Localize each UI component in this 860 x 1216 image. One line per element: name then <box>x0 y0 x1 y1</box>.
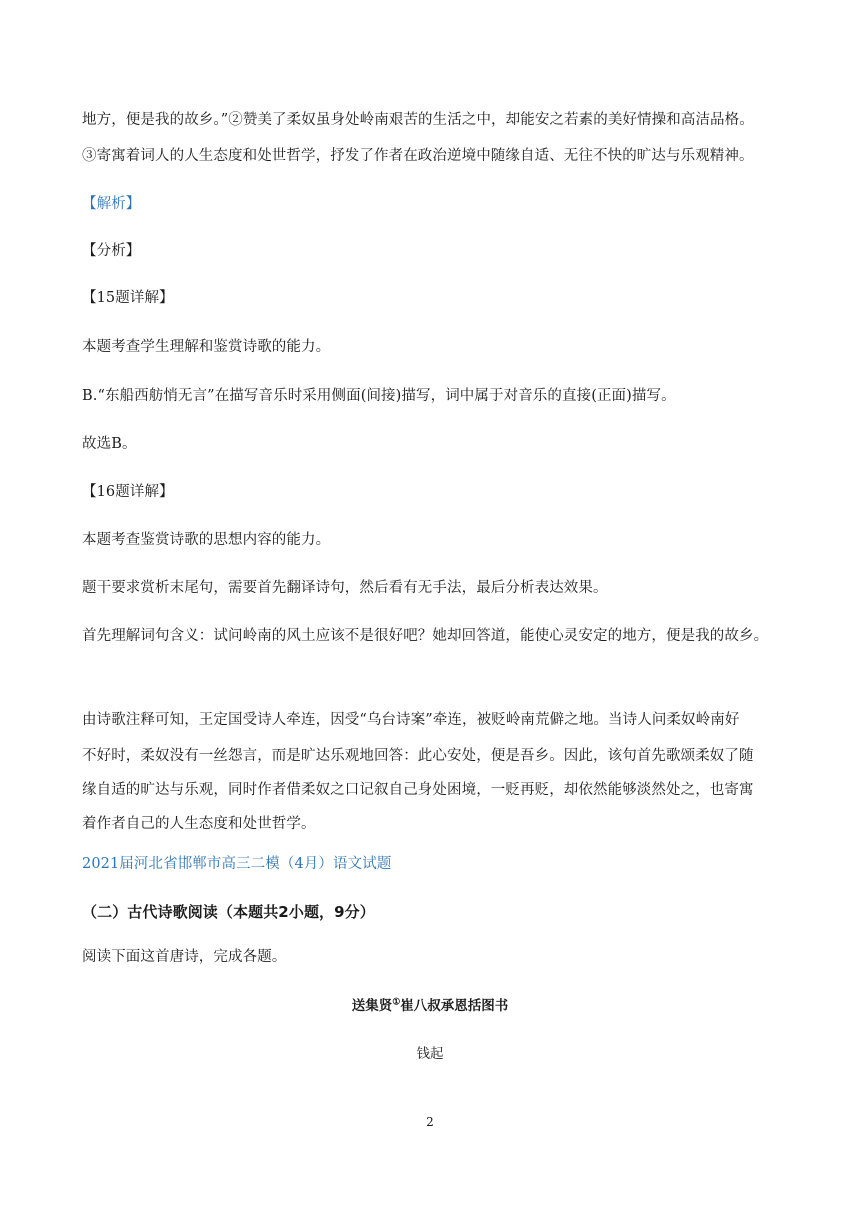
poem-title-part-2: 崔八叔承恩括图书 <box>400 998 509 1014</box>
text-line-2: ③寄寓着词人的人生态度和处世哲学，抒发了作者在政治逆境中随缘自适、无往不快的旷达与乐观精神。 <box>82 148 754 164</box>
q16-text-3: 首先理解词句含义：试问岭南的风土应该不是很好吧？她却回答道，能使心灵安定的地方，便是我的故乡。 <box>82 628 769 644</box>
poem-title-part-1: 送集贤 <box>351 998 393 1014</box>
analysis-label: 【解析】 <box>82 196 141 212</box>
text-line-1: 地方，便是我的故乡。”②赞美了柔奴虽身处岭南艰苦的生活之中，却能安之若素的美好情操和高洁品格。 <box>82 112 754 128</box>
source-link[interactable]: 2021届河北省邯郸市高三二模（4月）语文试题 <box>82 856 392 872</box>
poem-title <box>0 996 860 1016</box>
q16-text-2: 题干要求赏析末尾句，需要首先翻译诗句，然后看有无手法，最后分析表达效果。 <box>82 580 608 596</box>
fenxi-heading: 【分析】 <box>82 243 141 259</box>
q15-heading: 【15题详解】 <box>82 290 174 306</box>
q16-text-1: 本题考查鉴赏诗歌的思想内容的能力。 <box>82 532 331 548</box>
paragraph-line-3: 缘自适的旷达与乐观，同时作者借柔奴之口记叙自己身处困境，一贬再贬，却依然能够淡然处之，也寄寓 <box>82 782 754 798</box>
paragraph-line-2: 不好时，柔奴没有一丝怨言，而是旷达乐观地回答：此心安处，便是吾乡。因此，该句首先歌颂柔奴了随 <box>82 748 754 764</box>
poem-author: 钱起 <box>416 1046 444 1062</box>
paragraph-line-4: 着作者自己的人生态度和处世哲学。 <box>82 816 316 832</box>
paragraph-line-1: 由诗歌注释可知，王定国受诗人牵连，因受“乌台诗案”牵连，被贬岭南荒僻之地。当诗人问柔奴岭南好 <box>82 712 740 728</box>
section-heading: （二）古代诗歌阅读（本题共2小题，9分） <box>82 903 375 921</box>
instruction-text: 阅读下面这首唐诗，完成各题。 <box>82 949 287 965</box>
q15-text-1: 本题考查学生理解和鉴赏诗歌的能力。 <box>82 339 331 355</box>
q15-answer: 故选B。 <box>82 436 137 452</box>
footnote-marker: ① <box>392 997 401 1008</box>
page-number: 2 <box>426 1115 434 1129</box>
q15-text-2: B.“东船西舫悄无言”在描写音乐时采用侧面(间接)描写，词中属于对音乐的直接(正面)描写。 <box>82 388 676 404</box>
q16-heading: 【16题详解】 <box>82 484 174 500</box>
